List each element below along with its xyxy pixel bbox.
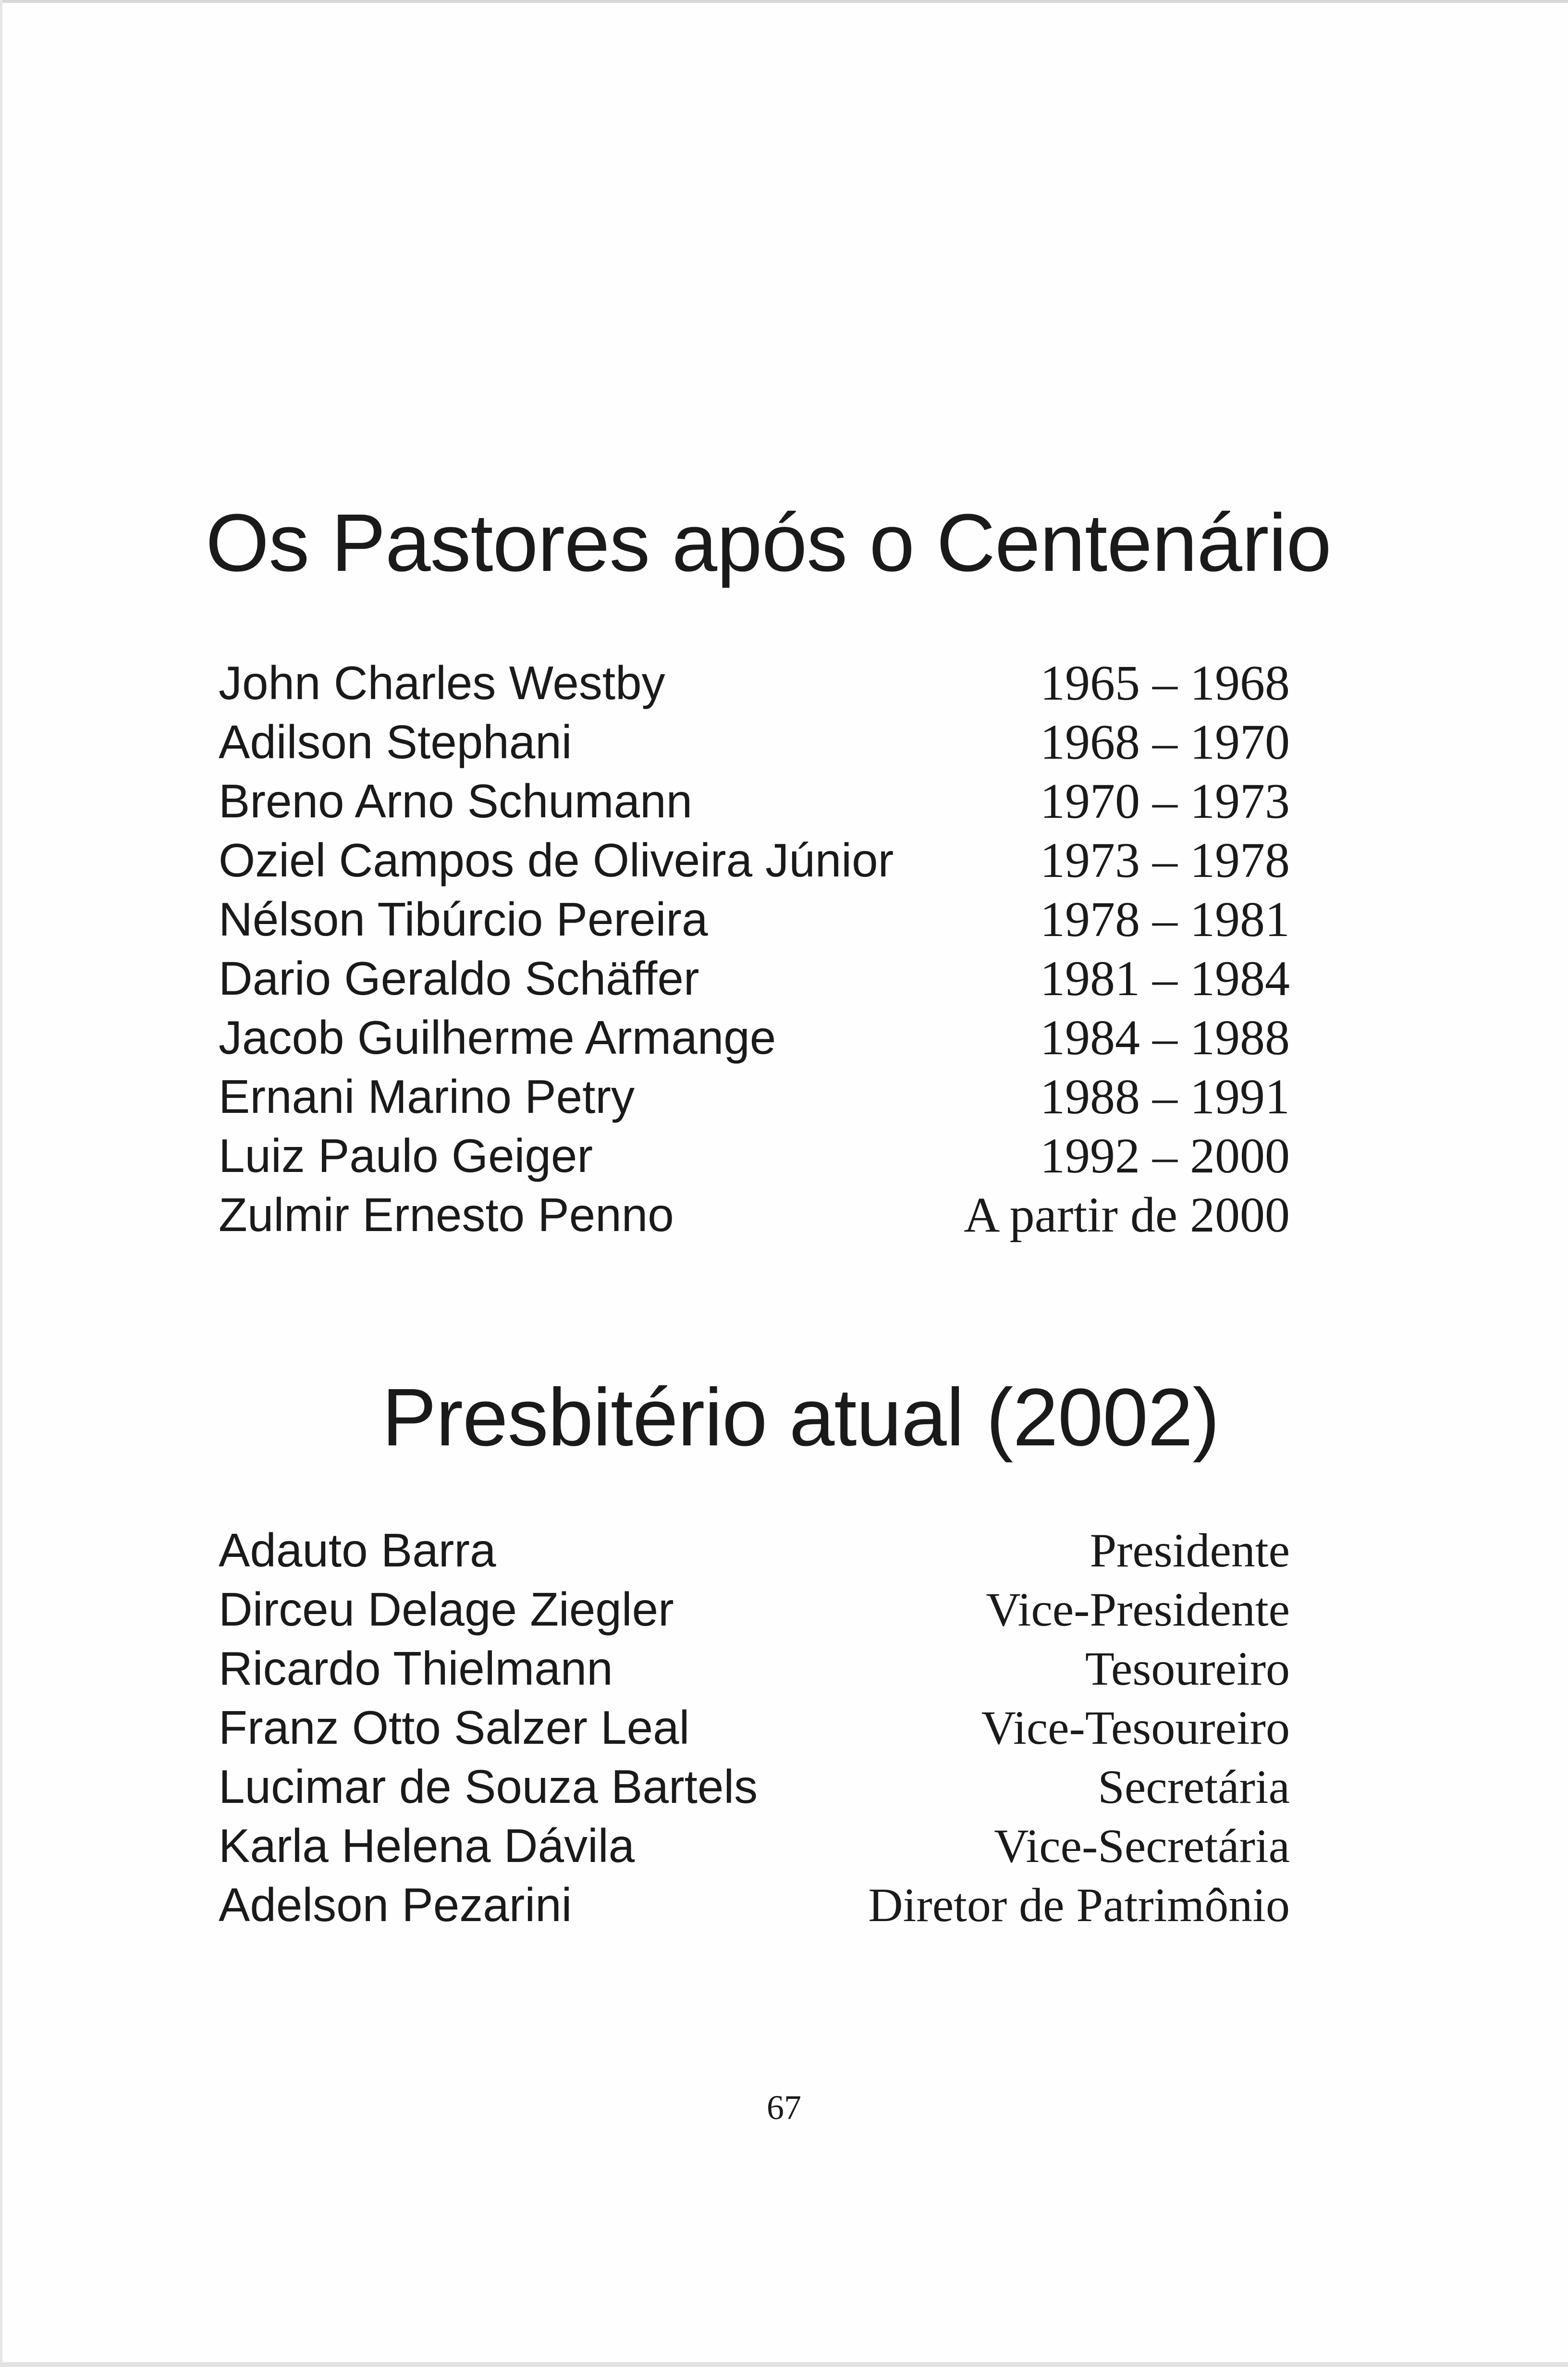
page-bottom-edge xyxy=(0,2362,1568,2367)
presbytery-row xyxy=(219,1639,1290,1698)
member-role: Presidente xyxy=(1090,1524,1290,1577)
member-role: Vice-Tesoureiro xyxy=(981,1701,1290,1754)
presbytery-list xyxy=(219,1521,1290,1935)
presbytery-row xyxy=(219,1757,1290,1816)
presbytery-row xyxy=(219,1580,1290,1639)
pastor-period: 1970 – 1973 xyxy=(1040,774,1290,829)
pastor-name: Breno Arno Schumann xyxy=(219,775,693,827)
member-role: Diretor de Patrimônio xyxy=(868,1878,1290,1932)
pastor-row xyxy=(219,653,1290,713)
pastor-name: Luiz Paulo Geiger xyxy=(219,1129,593,1182)
pastor-row xyxy=(219,1126,1290,1185)
page-left-edge xyxy=(0,0,2,2367)
pastor-row xyxy=(219,772,1290,831)
presbytery-row xyxy=(219,1521,1290,1580)
pastor-period: 1973 – 1978 xyxy=(1040,833,1290,888)
pastor-period: 1981 – 1984 xyxy=(1040,951,1290,1006)
pastor-name: Zulmir Ernesto Penno xyxy=(219,1188,674,1241)
member-name: Lucimar de Souza Bartels xyxy=(219,1760,758,1813)
member-role: Secretária xyxy=(1098,1760,1290,1813)
member-name: Dirceu Delage Ziegler xyxy=(219,1583,674,1636)
member-name: Adelson Pezarini xyxy=(219,1878,572,1931)
pastor-name: Oziel Campos de Oliveira Júnior xyxy=(219,834,894,887)
pastor-row xyxy=(219,831,1290,890)
pastor-period: A partir de 2000 xyxy=(964,1187,1290,1243)
member-name: Ricardo Thielmann xyxy=(219,1642,613,1695)
pastor-name: Jacob Guilherme Armange xyxy=(219,1011,776,1064)
page-top-edge xyxy=(0,0,1568,3)
pastor-period: 1984 – 1988 xyxy=(1040,1010,1290,1065)
member-role: Tesoureiro xyxy=(1085,1642,1290,1695)
member-name: Adauto Barra xyxy=(219,1524,496,1577)
pastor-period: 1968 – 1970 xyxy=(1040,715,1290,770)
presbytery-row xyxy=(219,1875,1290,1935)
pastor-row xyxy=(219,1008,1290,1067)
pastor-row xyxy=(219,1185,1290,1245)
presbytery-section-title: Presbitério atual (2002) xyxy=(382,1372,1220,1463)
pastor-name: Ernani Marino Petry xyxy=(219,1070,635,1123)
pastor-period: 1992 – 2000 xyxy=(1040,1128,1290,1184)
pastors-list xyxy=(219,653,1290,1245)
pastors-section-title: Os Pastores após o Centenário xyxy=(206,497,1331,589)
pastor-period: 1978 – 1981 xyxy=(1040,892,1290,947)
pastor-name: John Charles Westby xyxy=(219,656,665,709)
member-name: Franz Otto Salzer Leal xyxy=(219,1701,690,1754)
pastor-name: Nélson Tibúrcio Pereira xyxy=(219,893,708,946)
pastor-row xyxy=(219,713,1290,772)
member-name: Karla Helena Dávila xyxy=(219,1819,635,1872)
pastor-row xyxy=(219,890,1290,949)
page-number: 67 xyxy=(767,2088,801,2127)
pastor-row xyxy=(219,949,1290,1008)
pastor-name: Dario Geraldo Schäffer xyxy=(219,952,699,1005)
member-role: Vice-Presidente xyxy=(986,1583,1290,1636)
presbytery-row xyxy=(219,1816,1290,1875)
presbytery-row xyxy=(219,1698,1290,1757)
pastor-row xyxy=(219,1067,1290,1126)
pastor-name: Adilson Stephani xyxy=(219,715,572,768)
pastor-period: 1988 – 1991 xyxy=(1040,1069,1290,1124)
pastor-period: 1965 – 1968 xyxy=(1040,655,1290,711)
member-role: Vice-Secretária xyxy=(994,1819,1290,1873)
